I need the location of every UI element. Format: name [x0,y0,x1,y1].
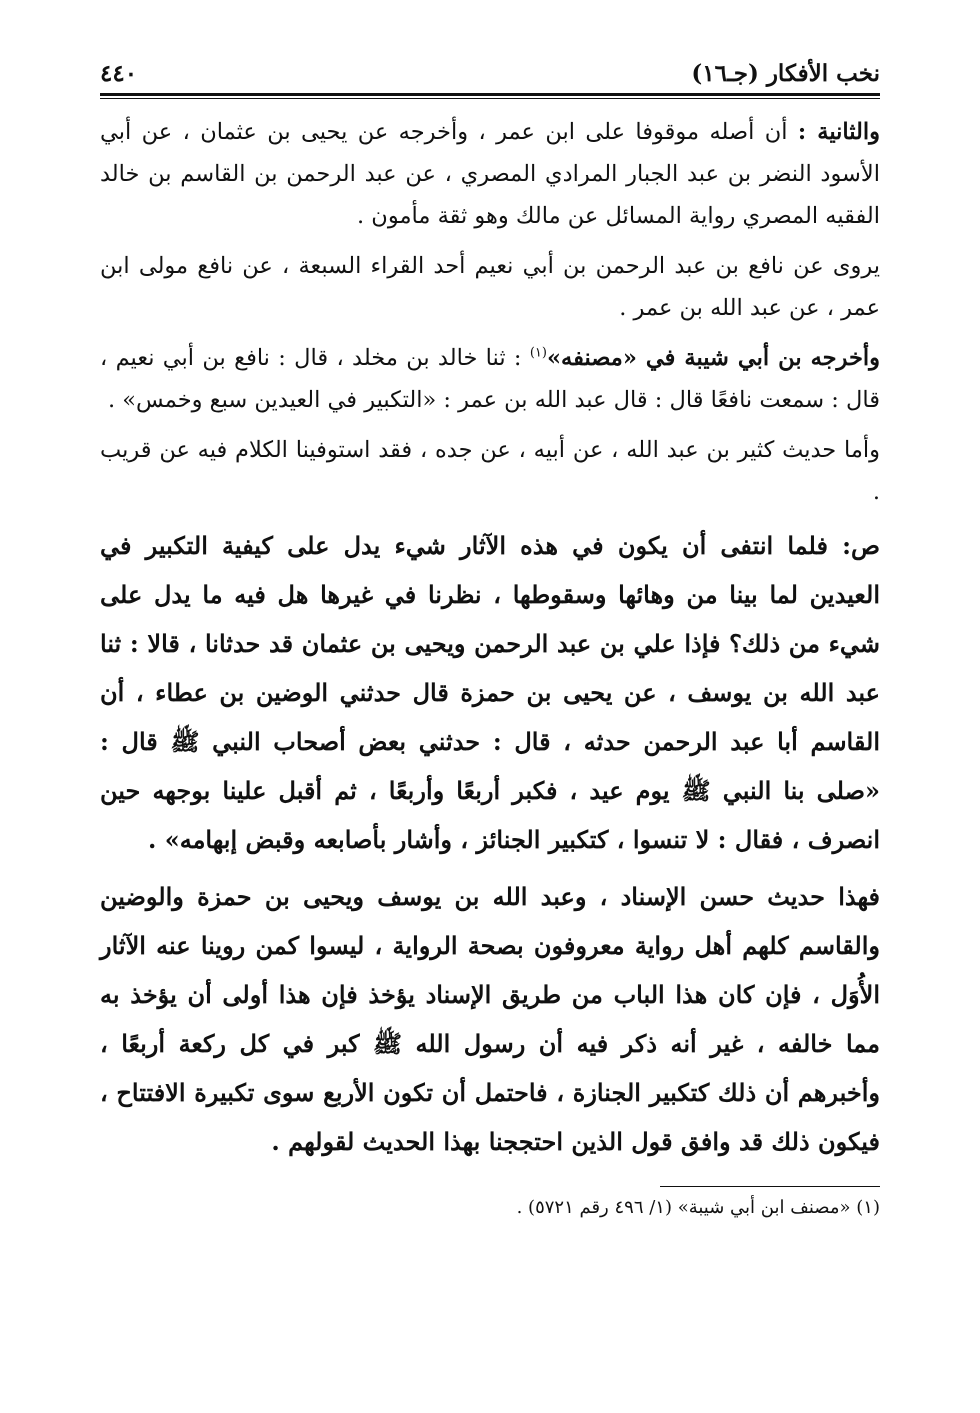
main-text [100,111,880,1166]
paragraph-4-text: وأما حديث كثير بن عبد الله ، عن أبيه ، عن جده ، فقد استوفينا الكلام فيه عن قريب . [100,437,880,505]
paragraph-5 [100,521,880,864]
paragraph-1-text: أن أصله موقوفا على ابن عمر ، وأخرجه عن يحيى بن عثمان ، عن أبي الأسود النضر بن عبد الجبار المرادي المصري ، عن عبد الرحمن بن القاسم بن خالد الفقيه المصري رواية المسائل عن مالك وهو ثقة مأمون . [100,119,880,229]
footnote-separator [660,1186,880,1187]
paragraph-4 [100,429,880,513]
paragraph-3-text: : ثنا خالد بن مخلد ، قال : نافع بن أبي نعيم ، قال : سمعت نافعًا قال : قال عبد الله بن عمر : «التكبير في العيدين سبع وخمس» . [100,345,880,413]
footnote-text: (١) «مصنف ابن أبي شيبة» (١/ ٤٩٦ رقم ٥٧٢١) . [516,1197,880,1218]
header-rule-thin [100,98,880,99]
book-title: نخب الأفكار (جـ١٦) [691,60,880,87]
page [100,60,880,1223]
paragraph-5-text: ص: فلما انتفى أن يكون في هذه الآثار شيء يدل على كيفية التكبير في العيدين لما بينا من وهائها وسقوطها ، نظرنا في غيرها هل فيه ما يدل على شيء من ذلك؟ فإذا علي بن عبد الرحمن ويحيى بن عثمان قد حدثانا ، قالا : ثنا عبد الله بن يوسف ، عن يحيى بن حمزة قال حدثني الوضين بن عطاء ، أن القاسم أبا عبد الرحمن حدثه ، قال : حدثني بعض أصحاب النبي ﷺ قال : «صلى بنا النبي ﷺ يوم عيد ، فكبر أربعًا وأربعًا ، ثم أقبل علينا بوجهه حين انصرف ، فقال : لا تنسوا ، كتكبير الجنائز ، وأشار بأصابعه وقبض إبهامه» . [100,531,880,854]
running-header [100,60,880,93]
paragraph-6-text: فهذا حديث حسن الإسناد ، وعبد الله بن يوسف ويحيى بن حمزة والوضين والقاسم كلهم أهل رواية معروفون بصحة الرواية ، ليسوا كمن روينا عنه الآثار الأُوَل ، فإن كان هذا الباب من طريق الإسناد يؤخذ فإن هذا أولى أن يؤخذ به مما خالفه ، غير أنه ذكر فيه أن رسول الله ﷺ كبر في كل ركعة أربعًا ، وأخبرهم أن ذلك كتكبير الجنازة ، فاحتمل أن تكون الأربع سوى تكبيرة الافتتاح ، فيكون ذلك قد وافق قول الذين احتججنا بهذا الحديث لقولهم . [100,882,880,1156]
paragraph-2-text: يروى عن نافع بن عبد الرحمن بن أبي نعيم أحد القراء السبعة ، عن نافع مولى ابن عمر ، عن عبد الله بن عمر . [100,253,880,321]
paragraph-6 [100,872,880,1166]
paragraph-3 [100,337,880,421]
footnote [100,1193,880,1223]
page-number: ٤٤٠ [100,60,138,87]
footnote-reference: (١) [529,345,547,361]
header-rule [100,93,880,96]
paragraph-1-lead: والثانية : [797,119,880,145]
paragraph-1 [100,111,880,237]
paragraph-3-lead: وأخرجه بن أبي شيبة في «مصنفه» [546,345,880,371]
paragraph-2 [100,245,880,329]
